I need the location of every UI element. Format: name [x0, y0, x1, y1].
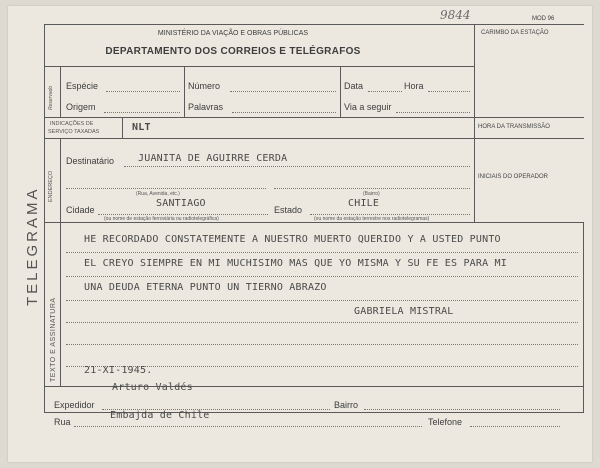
telegram-form: [8, 6, 592, 462]
recipient-value: JUANITA DE AGUIRRE CERDA: [138, 153, 288, 164]
data-label: Data: [344, 81, 364, 91]
bairro-label: Bairro: [334, 400, 359, 410]
service-label-1: INDICAÇÕES DE: [50, 121, 94, 127]
service-label-2: SERVIÇO TAXADAS: [48, 129, 100, 135]
destinatario-label: Destinatário: [66, 156, 115, 166]
city-caption: (ou nome de estação ferroviária ou radiotelegráfica): [104, 216, 219, 222]
city-value: SANTIAGO: [156, 198, 206, 209]
sender-value: Arturo Valdés: [112, 382, 193, 393]
state-caption: (ou nome da estação terrestre nos radiotelegramas): [314, 216, 430, 222]
signature-value: GABRIELA MISTRAL: [354, 306, 454, 317]
via-label: Via a seguir: [344, 102, 392, 112]
reserved-side-label: Reservado: [48, 85, 54, 110]
date-value: 21-XI-1945.: [84, 365, 153, 376]
telegram-side-title: TELEGRAMA: [24, 186, 41, 306]
especie-label: Espécie: [66, 81, 99, 91]
state-value: CHILE: [348, 198, 380, 209]
operator-initials-label: INICIAIS DO OPERADOR: [478, 174, 549, 180]
rua-label: Rua: [54, 417, 71, 427]
transmission-time-label: HORA DA TRANSMISSÃO: [478, 124, 550, 130]
message-line-2: EL CREYO SIEMPRE EN MI MUCHISIMO MAS QUE YO MISMA Y SU FE ES PARA MI: [84, 258, 507, 269]
hora-label: Hora: [404, 81, 424, 91]
palavras-label: Palavras: [188, 102, 224, 112]
address-side-label: ENDEREÇO: [48, 170, 54, 202]
expedidor-label: Expedidor: [54, 400, 95, 410]
street-value: Embajda de Chile: [110, 410, 210, 421]
cidade-label: Cidade: [66, 205, 95, 215]
street-caption: (Rua, Avenida, etc.): [136, 191, 180, 197]
numero-label: Número: [188, 81, 221, 91]
form-code: MOD 96: [532, 16, 555, 22]
origem-label: Origem: [66, 102, 96, 112]
station-stamp-label: CARIMBO DA ESTAÇÃO: [481, 30, 549, 36]
district-caption: (Bairro): [363, 191, 380, 197]
handwritten-number: 9844: [440, 8, 471, 22]
estado-label: Estado: [274, 205, 303, 215]
service-indication-value: NLT: [132, 122, 151, 133]
ministry-title: MINISTÉRIO DA VIAÇÃO E OBRAS PÚBLICAS: [157, 30, 309, 37]
message-line-1: HE RECORDADO CONSTATEMENTE A NUESTRO MUERTO QUERIDO Y A USTED PUNTO: [84, 234, 501, 245]
telefone-label: Telefone: [428, 417, 463, 427]
department-title: DEPARTAMENTO DOS CORREIOS E TELÉGRAFOS: [105, 46, 361, 57]
message-line-3: UNA DEUDA ETERNA PUNTO UN TIERNO ABRAZO: [84, 282, 327, 293]
text-signature-side-label: TEXTO E ASSINATURA: [50, 297, 57, 382]
